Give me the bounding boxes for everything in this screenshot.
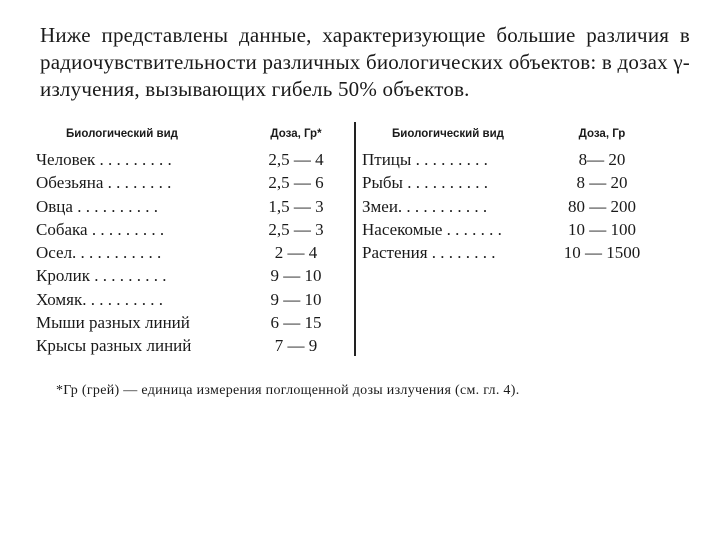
table-row [36,336,348,359]
table-row [362,150,662,173]
species-name: Крысы разных линий [36,336,192,356]
dose-value: 9 — 10 [270,266,322,286]
right-dose-table [362,128,662,266]
dose-value: 8— 20 [578,150,626,169]
table-row [362,243,662,266]
species-name: Собака . . . . . . . . . [36,219,165,239]
table-row [36,220,348,243]
dose-value: 7 — 9 [274,336,318,356]
header-dose: Доза, Гр* [270,128,322,140]
dose-value: 2,5 — 6 [268,173,324,193]
table-row [362,173,662,196]
table-row [36,313,348,336]
dose-value: 6 — 15 [270,313,322,333]
species-name: Змеи. . . . . . . . . . . [362,196,488,216]
header-dose: Доза, Гр [578,128,626,140]
dose-value: 9 — 10 [270,289,322,309]
table-row [36,197,348,220]
left-table-rows [36,150,348,360]
dose-value: 8 — 20 [576,173,628,193]
species-name: Хомяк. . . . . . . . . . [36,289,163,309]
species-name: Осел. . . . . . . . . . . [36,243,162,263]
left-dose-table [36,128,348,360]
dose-value: 2 — 4 [274,243,318,263]
table-row [36,173,348,196]
intro-paragraph: Ниже представлены данные, характеризующие большие различия в радиочувствительности различных биологических объектов: в дозах γ-излучения, вызывающих гибель 50% объектов. [40,23,690,101]
header-species: Биологический вид [392,128,504,140]
dose-value: 10 — 1500 [563,243,641,263]
species-name: Обезьяна . . . . . . . . [36,173,172,193]
dose-value: 2,5 — 3 [268,219,324,239]
header-species: Биологический вид [66,128,178,140]
species-name: Растения . . . . . . . . [362,243,496,263]
table-row [36,290,348,313]
dose-value: 80 — 200 [568,196,636,216]
left-table-header [36,128,348,150]
species-name: Человек . . . . . . . . . [36,150,172,169]
table-row [362,220,662,243]
table-row [36,243,348,266]
dose-value: 1,5 — 3 [268,196,324,216]
footnote: *Гр (грей) — единица измерения поглощенной дозы излучения (см. гл. 4). [56,383,520,398]
table-divider [354,122,356,356]
right-table-header [362,128,662,150]
table-row [36,266,348,289]
species-name: Овца . . . . . . . . . . [36,196,158,216]
species-name: Мыши разных линий [36,313,190,333]
species-name: Кролик . . . . . . . . . [36,266,167,286]
species-name: Насекомые . . . . . . . [362,219,502,239]
species-name: Птицы . . . . . . . . . [362,150,488,169]
table-row [362,197,662,220]
dose-value: 10 — 100 [568,219,636,239]
table-row [36,150,348,173]
dose-value: 2,5 — 4 [268,150,324,169]
right-table-rows [362,150,662,266]
species-name: Рыбы . . . . . . . . . . [362,173,488,193]
